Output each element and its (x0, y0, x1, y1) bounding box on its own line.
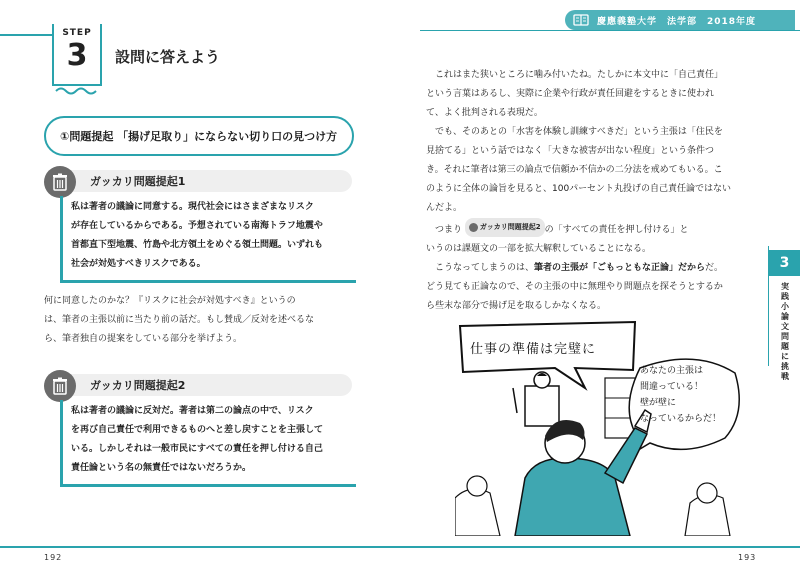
ref-prefix: つまり (435, 225, 463, 235)
right-body-text (426, 66, 731, 316)
gakkari-1-body (60, 196, 356, 283)
ref-chip-label: ガッカリ問題提起2 (479, 223, 541, 231)
gakkari-1-line: が存在しているからである。予想されている南海トラフ地震や (71, 221, 323, 231)
page-number-right: 193 (738, 553, 757, 562)
commentary-paragraph (44, 292, 356, 349)
ref-suffix: の「すべての責任を押し付ける」と (544, 225, 689, 235)
right-paragraph: でも、そのあとの「水害を体験し訓練すべきだ」という主張は「住民を見捨てる」という話ではなく「大きな被害が出ない程度」という条件つき。それに筆者は第三の論点で信頼か不信かの二分法を戒めてもいる。このように全体の論旨を見ると、100パーセント丸投げの自己責任論ではないんだよ。 (426, 127, 732, 213)
chapter-title: 実践小論文問題に挑戦 (781, 282, 789, 381)
right-paragraph: これはまた狭いところに噛み付いたね。たしかに本文中に「自己責任」という言葉はあるし、実際に企業や行政が責任回避をするときに使われて、よく批判される表現だ。 (426, 70, 724, 118)
header-rule (420, 30, 800, 31)
gakkari-2-line: 責任論という名の無責任ではないだろうか。 (71, 463, 252, 473)
gakkari-2-body (60, 400, 356, 487)
reference-paragraph-line2: いうのは課題文の一部を拡大解釈していることになる。 (426, 244, 652, 254)
step-number: 3 (66, 38, 88, 73)
chapter-number: 3 (779, 255, 790, 271)
gakkari-1-line: 首都直下型地震、竹島や北方領土をめぐる領土問題。いずれも (71, 240, 324, 250)
gakkari-1-line: 社会が対処すべきリスクである。 (71, 259, 206, 269)
step-title: 設問に答えよう (115, 48, 221, 66)
commentary-line: 何に同意したのかな？『リスクに社会が対処すべき』というの (44, 296, 296, 306)
gakkari-2-title: ガッカリ問題提起2 (62, 374, 352, 396)
speech-line: 間違っている！ (640, 382, 704, 392)
chapter-side-tab[interactable] (768, 246, 800, 381)
chapter-label: CHAPTER (775, 246, 794, 251)
problem-heading: ①問題提起 「揚げ足取り」にならない切り口の見つけ方 (44, 116, 354, 156)
illustration-banner-text: 仕事の準備は完璧に (470, 342, 597, 357)
trash-can-icon (469, 223, 478, 232)
final-prefix: こうなってしまうのは、 (435, 263, 535, 273)
speech-line: 壁が壁に (640, 398, 677, 408)
gakkari-1-line: 私は著者の議論に同意する。現代社会にはさまざまなリスク (71, 202, 314, 212)
gakkari-1-title: ガッカリ問題提起1 (62, 170, 352, 192)
final-bold: 筆者の主張が「ごもっともな正論」だから (534, 263, 706, 273)
book-icon (573, 13, 589, 27)
speech-line: なっているからだ！ (640, 414, 722, 424)
gakkari-2-line: 私は著者の議論に反対だ。著者は第二の論点の中で、リスク (71, 406, 314, 416)
trash-can-icon (44, 166, 76, 198)
final-paragraph (426, 259, 731, 316)
speech-line: あなたの主張は (640, 366, 704, 376)
footer-rule (0, 546, 800, 548)
header-source-label: 慶應義塾大学 法学部 2018年度 (565, 10, 795, 30)
illustration-speech-bubble (640, 363, 726, 427)
reference-paragraph (426, 218, 731, 240)
gakkari-reference-chip (465, 218, 545, 237)
gakkari-2-line: いる。しかしそれは一般市民にすべての責任を押し付ける自己 (71, 444, 323, 454)
gakkari-2-header (44, 370, 350, 396)
final-suffix: だ。どう見ても正論なので、その主張の中に無理やり問題点を探そうとするから些末な部分で揚げ足を取るしかなくなる。 (426, 263, 724, 311)
page-number-left: 192 (44, 553, 63, 562)
commentary-line: は、筆者の主張以前に当たり前の話だ。もし賛成／反対を述べるな (44, 315, 315, 325)
step-top-line (0, 34, 52, 36)
trash-can-icon (44, 370, 76, 402)
step-label: STEP (62, 28, 92, 38)
gakkari-1-header (44, 166, 350, 192)
step-wave-decoration (52, 86, 102, 96)
gakkari-2-line: を再び自己責任で利用できるものへと差し戻すことを主張して (71, 425, 324, 435)
chapter-number-badge (769, 250, 800, 276)
commentary-line: ら、筆者独自の提案をしている部分を挙げよう。 (44, 334, 243, 344)
